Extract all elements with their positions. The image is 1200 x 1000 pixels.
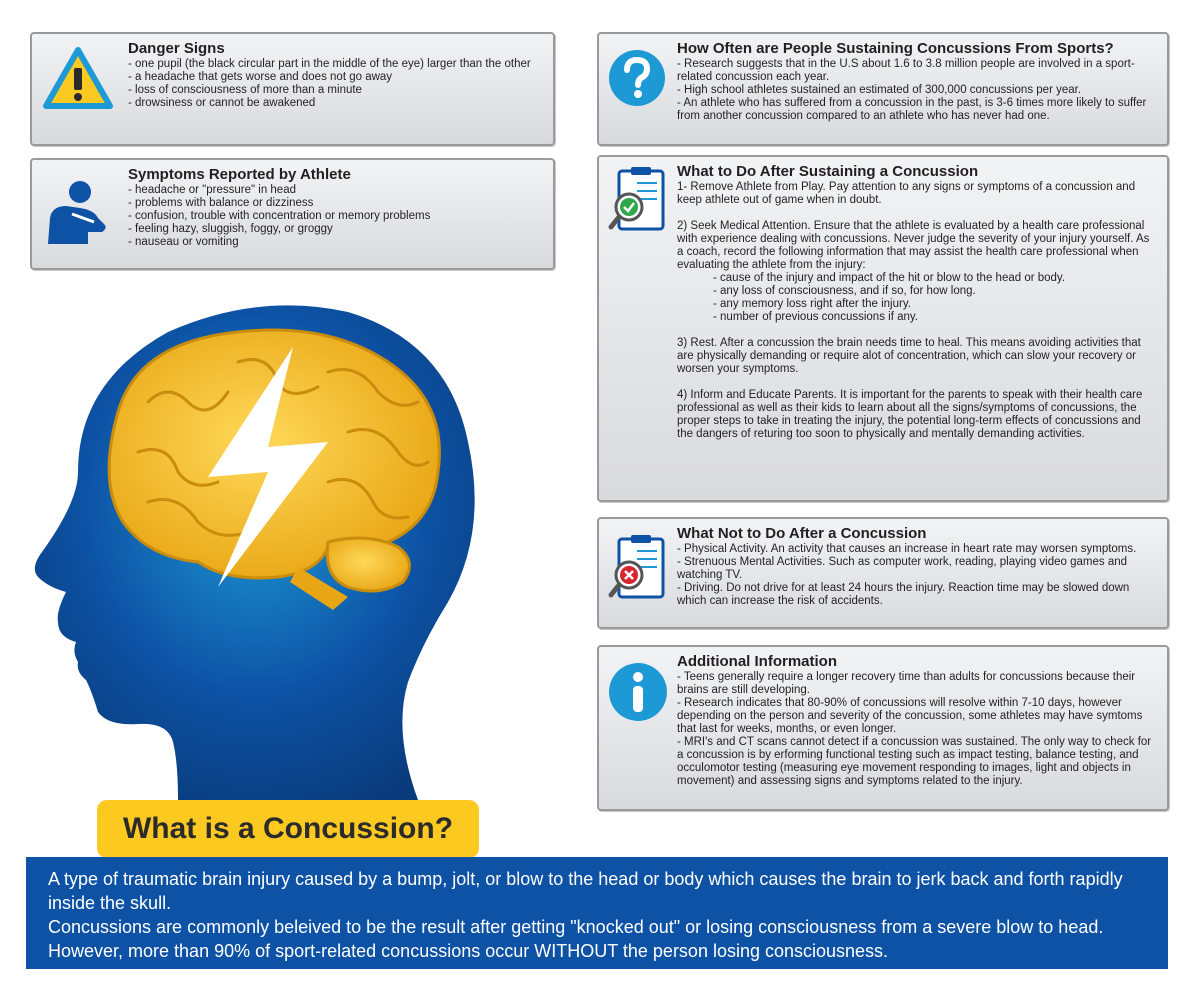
symptom-item: - feeling hazy, sluggish, foggy, or groggy	[128, 223, 333, 235]
what-to-do-card	[597, 155, 1169, 502]
head-brain-lightning-illustration	[28, 292, 498, 802]
definition-band	[26, 857, 1168, 969]
symptom-item: - confusion, trouble with concentration or memory problems	[128, 210, 431, 222]
additional-info-card	[597, 645, 1169, 811]
how-often-item: - High school athletes sustained an estimated of 300,000 concussions per year.	[677, 84, 1082, 96]
danger-sign-item: - a headache that gets worse and does not go away	[128, 71, 393, 83]
warning-triangle-icon	[42, 46, 114, 112]
danger-signs-title: Danger Signs	[128, 40, 225, 57]
additional-item: - MRI's and CT scans cannot detect if a concussion was sustained. The only way to check for a concussion is by erforming functional testing such as impact testing, balance testing, and occulomotor testing (measuring eye movement responding to images, light and objects in movement) and assessing signs and symptoms related to the injury.	[677, 736, 1152, 787]
what-not-title: What Not to Do After a Concussion	[677, 525, 927, 542]
danger-signs-card	[30, 32, 555, 146]
sick-person-icon	[42, 178, 114, 248]
symptom-item: - nauseau or vomiting	[128, 236, 239, 248]
danger-sign-item: - loss of consciousness of more than a minute	[128, 84, 362, 96]
page-headline: What is a Concussion?	[97, 800, 479, 858]
symptom-item: - problems with balance or dizziness	[128, 197, 314, 209]
cerebellum	[327, 538, 409, 591]
danger-sign-item: - one pupil (the black circular part in the middle of the eye) larger than the other	[128, 58, 531, 70]
additional-item: - Teens generally require a longer recovery time than adults for concussions because their brains are still developing.	[677, 671, 1136, 696]
symptoms-card	[30, 158, 555, 270]
how-often-item: - Research suggests that in the U.S about 1.6 to 3.8 million people are involved in a sport-related concussion each year.	[677, 58, 1135, 83]
danger-sign-item: - drowsiness or cannot be awakened	[128, 97, 316, 109]
clipboard-cross-icon	[607, 533, 671, 613]
question-mark-icon	[607, 48, 667, 108]
step-2-item: - number of previous concussions if any.	[713, 311, 918, 323]
step-1: 1- Remove Athlete from Play. Pay attention to any signs or symptoms of a concussion and keep athlete out of game when in doubt.	[677, 181, 1136, 206]
additional-info-title: Additional Information	[677, 653, 837, 670]
symptom-item: - headache or "pressure" in head	[128, 184, 296, 196]
clipboard-check-icon	[607, 165, 671, 245]
step-2: 2) Seek Medical Attention. Ensure that the athlete is evaluated by a health care professional with experience dealing with concussions. Never judge the severity of your injury yourself. As a coach, record the following information that may assist the health care professional when evaluating the athlete from the injury:	[677, 220, 1150, 271]
what-not-item: - Physical Activity. An activity that causes an increase in heart rate may worsen symptoms.	[677, 543, 1137, 555]
step-3: 3) Rest. After a concussion the brain needs time to heal. This means avoiding activities that are physically demanding or require alot of concentration, which can slow your recovery or worsen your symptoms.	[677, 337, 1141, 375]
how-often-card	[597, 32, 1169, 146]
what-not-item: - Driving. Do not drive for at least 24 hours the injury. Reaction time may be slowed down which can increase the risk of accidents.	[677, 582, 1130, 607]
step-2-item: - any memory loss right after the injury.	[713, 298, 911, 310]
info-icon	[607, 661, 669, 723]
definition-paragraph: Concussions are commonly beleived to be the result after getting "knocked out" or losing consciousness from a severe blow to head. However, more than 90% of sport-related concussions occur WITHOUT the person losing consciousness.	[48, 917, 1104, 961]
how-often-item: - An athlete who has suffered from a concussion in the past, is 3-6 times more likely to suffer from another concussion compared to an athlete who has never had one.	[677, 97, 1147, 122]
step-4: 4) Inform and Educate Parents. It is important for the parents to speak with their health care professional as well as their kids to learn about all the signs/symptoms of concussions, the proper steps to take in treating the injury, the potential long-term effects of concussions and the dangers of returing too soon to physically and mentally demanding activities.	[677, 389, 1143, 440]
definition-paragraph: A type of traumatic brain injury caused by a bump, jolt, or blow to the head or body which causes the brain to jerk back and forth rapidly inside the skull.	[48, 869, 1123, 913]
symptoms-title: Symptoms Reported by Athlete	[128, 166, 351, 183]
step-2-item: - cause of the injury and impact of the hit or blow to the head or body.	[713, 272, 1066, 284]
what-not-item: - Strenuous Mental Activities. Such as computer work, reading, playing video games and watching TV.	[677, 556, 1128, 581]
what-not-card	[597, 517, 1169, 629]
additional-item: - Research indicates that 80-90% of concussions will resolve within 7-10 days, however depending on the person and severity of the concussion, some athletes may have symtoms that last for weeks, months, or even longer.	[677, 697, 1143, 735]
what-to-do-title: What to Do After Sustaining a Concussion	[677, 163, 979, 180]
how-often-title: How Often are People Sustaining Concussions From Sports?	[677, 40, 1114, 57]
step-2-item: - any loss of consciousness, and if so, for how long.	[713, 285, 976, 297]
